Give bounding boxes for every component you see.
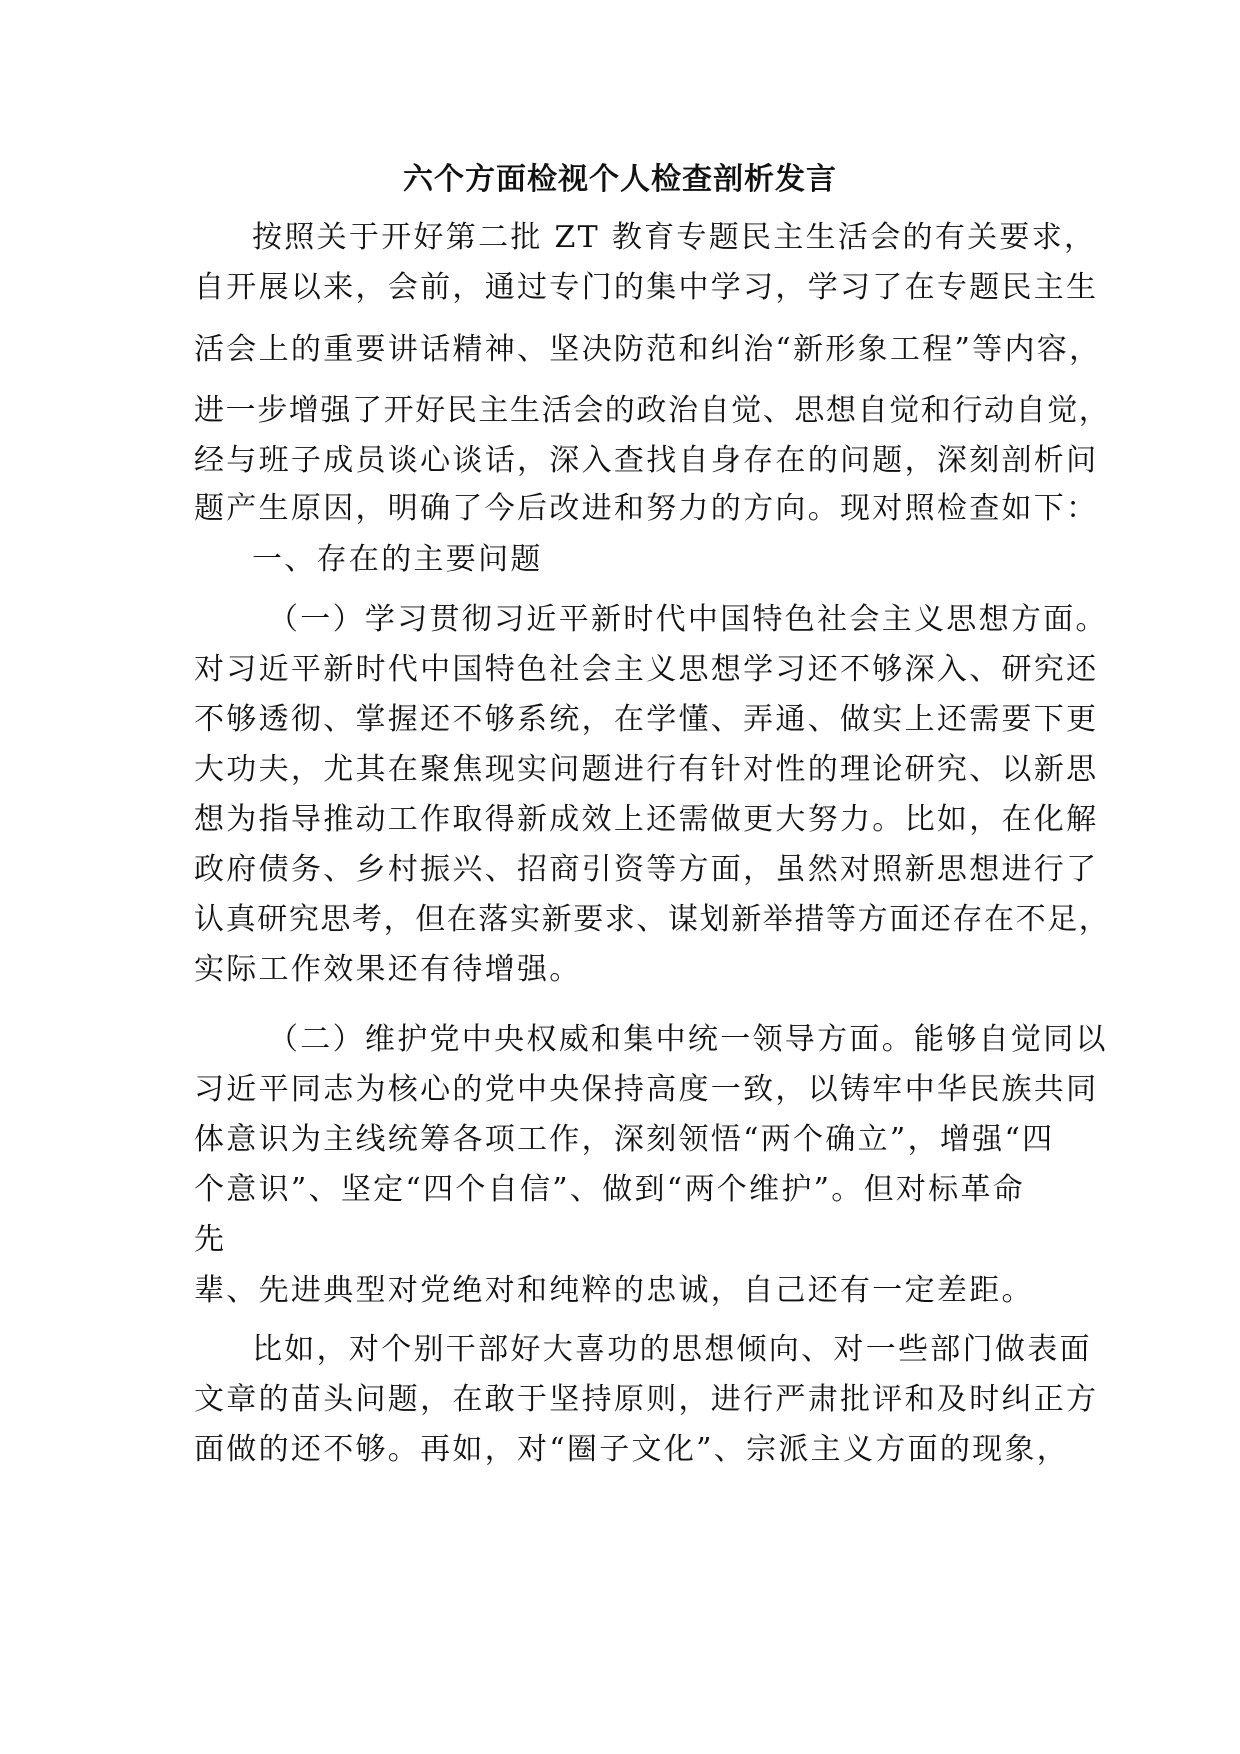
paragraph-line: 按照关于开好第二批 ZT 教育专题民主生活会的有关要求， — [252, 220, 1097, 255]
document-title: 六个方面检视个人检查剖析发言 — [403, 162, 837, 197]
paragraph-line: 想为指导推动工作取得新成效上还需做更大努力。比如，在化解 — [194, 802, 1099, 837]
paragraph-line: 经与班子成员谈心谈话，深入查找自身存在的问题，深刻剖析问 — [194, 443, 1099, 478]
paragraph-line: 进一步增强了开好民主生活会的政治自觉、思想自觉和行动自觉， — [194, 393, 1111, 428]
paragraph-line: 个意识”、坚定“四个自信”、做到“两个维护”。但对标革命 — [194, 1172, 1026, 1207]
paragraph-line: 不够透彻、掌握还不够系统，在学懂、弄通、做实上还需要下更 — [194, 702, 1099, 737]
paragraph-line: 大功夫，尤其在聚焦现实问题进行有针对性的理论研究、以新思 — [194, 752, 1099, 787]
paragraph-line: 辈、先进典型对党绝对和纯粹的忠诚，自己还有一定差距。 — [194, 1273, 1034, 1308]
paragraph-line: 对习近平新时代中国特色社会主义思想学习还不够深入、研究还 — [194, 652, 1099, 687]
paragraph-line: 自开展以来，会前，通过专门的集中学习，学习了在专题民主生 — [194, 270, 1099, 305]
paragraph-line: 题产生原因，明确了今后改进和努力的方向。现对照检查如下： — [194, 491, 1099, 526]
paragraph-line: 实际工作效果还有待增强。 — [194, 952, 582, 987]
paragraph-line: 习近平同志为核心的党中央保持高度一致，以铸牢中华民族共同 — [194, 1072, 1099, 1107]
paragraph-line: （一）学习贯彻习近平新时代中国特色社会主义思想方面。 — [268, 602, 1108, 637]
section-heading: 一、存在的主要问题 — [252, 542, 543, 577]
paragraph-line: 比如，对个别干部好大喜功的思想倾向、对一些部门做表面 — [252, 1332, 1092, 1367]
paragraph-line: 面做的还不够。再如，对“圈子文化”、宗派主义方面的现象， — [194, 1432, 1070, 1467]
paragraph-line: 体意识为主线统筹各项工作，深刻领悟“两个确立”，增强“四 — [194, 1122, 1055, 1157]
paragraph-line: 先 — [194, 1222, 227, 1257]
paragraph-line: 文章的苗头问题，在敢于坚持原则，进行严肃批评和及时纠正方 — [194, 1382, 1099, 1417]
paragraph-line: 政府债务、乡村振兴、招商引资等方面，虽然对照新思想进行了 — [194, 852, 1099, 887]
paragraph-line: 活会上的重要讲话精神、坚决防范和纠治“新形象工程”等内容， — [194, 332, 1102, 367]
paragraph-line: （二）维护党中央权威和集中统一领导方面。能够自觉同以 — [268, 1022, 1108, 1057]
paragraph-line: 认真研究思考，但在落实新要求、谋划新举措等方面还存在不足， — [194, 902, 1111, 937]
